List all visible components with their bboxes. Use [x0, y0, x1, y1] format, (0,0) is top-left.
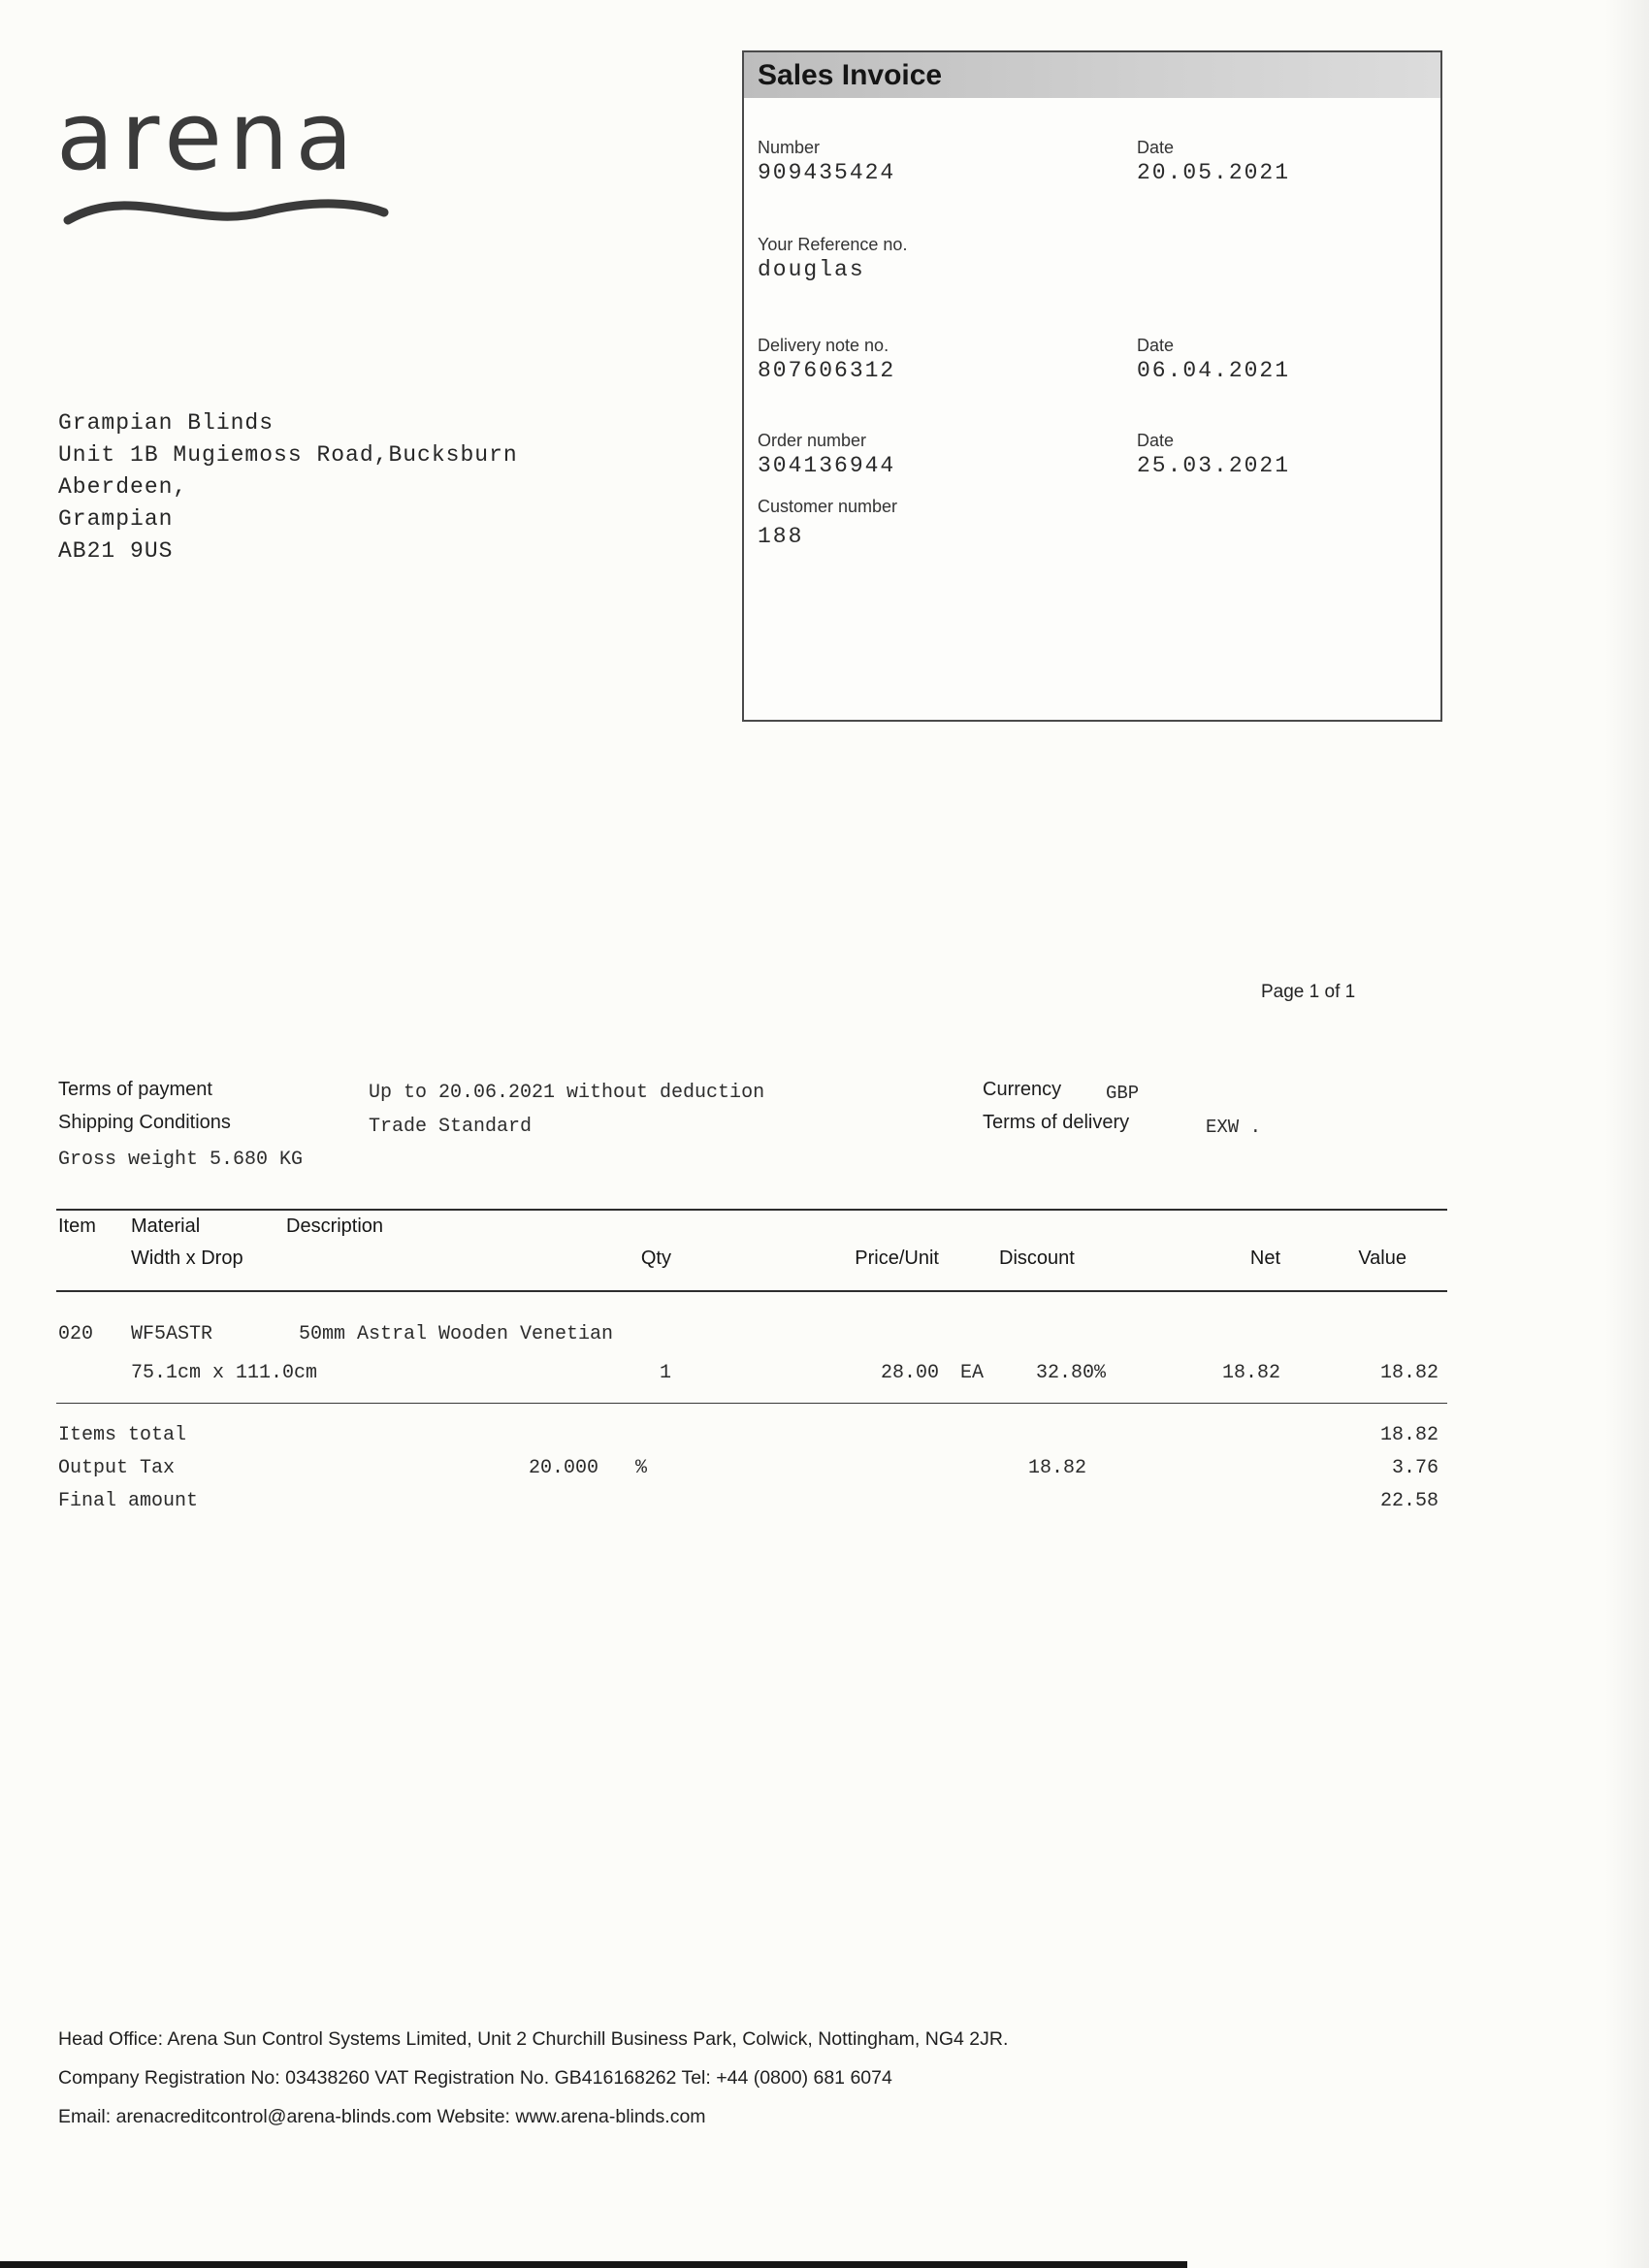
table-top-rule [56, 1209, 1447, 1211]
footer [58, 2020, 1008, 2136]
delivery-note-value: 807606312 [758, 358, 896, 383]
delivery-note-label: Delivery note no. [758, 336, 889, 355]
item-row-description: 50mm Astral Wooden Venetian [299, 1323, 614, 1345]
invoice-date-value: 20.05.2021 [1137, 160, 1291, 185]
footer-registration-line: Company Registration No: 03438260 VAT Registration No. GB416168262 Tel: +44 (0800) 681 6074 [58, 2067, 892, 2089]
item-row-material: WF5ASTR [131, 1323, 213, 1345]
table-header-rule [56, 1290, 1447, 1292]
invoice-title: Sales Invoice [744, 52, 1440, 98]
col-header-item: Item [58, 1215, 96, 1237]
table-bottom-rule [56, 1403, 1447, 1404]
recipient-line: Grampian Blinds [58, 410, 275, 436]
recipient-line: Unit 1B Mugiemoss Road,Bucksburn [58, 442, 518, 468]
final-amount-label: Final amount [58, 1490, 199, 1512]
col-header-material: Material [131, 1215, 201, 1237]
col-header-description: Description [286, 1215, 384, 1237]
item-row-width-drop: 75.1cm x 111.0cm [131, 1362, 318, 1384]
col-header-value: Value [1358, 1247, 1406, 1269]
delivery-date-value: 06.04.2021 [1137, 358, 1291, 383]
footer-head-office-line: Head Office: Arena Sun Control Systems Limited, Unit 2 Churchill Business Park, Colwick, Nottingham, NG4 2JR. [58, 2028, 1009, 2050]
col-header-qty: Qty [640, 1247, 671, 1269]
reference-label: Your Reference no. [758, 235, 908, 254]
recipient-line: Grampian [58, 506, 174, 532]
items-total-value: 18.82 [1379, 1424, 1439, 1446]
output-tax-percent-sign: % [635, 1457, 648, 1479]
recipient-address [58, 407, 518, 567]
item-row-number: 020 [58, 1323, 94, 1345]
invoice-number-value: 909435424 [758, 160, 896, 185]
items-total-label: Items total [58, 1424, 187, 1446]
currency-value: GBP [1106, 1083, 1140, 1104]
terms-of-delivery-label: Terms of delivery [983, 1112, 1130, 1133]
terms-of-delivery-value: EXW . [1206, 1117, 1262, 1138]
output-tax-rate: 20.000 [529, 1457, 599, 1479]
item-row-qty: 1 [659, 1362, 671, 1384]
page-indicator: Page 1 of 1 [1261, 982, 1356, 1002]
output-tax-label: Output Tax [58, 1457, 176, 1479]
item-row-value: 18.82 [1379, 1362, 1439, 1384]
shipping-conditions-label: Shipping Conditions [58, 1112, 231, 1133]
terms-of-payment-value: Up to 20.06.2021 without deduction [369, 1082, 765, 1104]
reference-value: douglas [758, 257, 865, 282]
arena-logo-text: arena [56, 81, 360, 191]
col-header-net: Net [1249, 1247, 1280, 1269]
order-number-label: Order number [758, 431, 867, 450]
recipient-line: AB21 9US [58, 538, 174, 564]
col-header-discount: Discount [999, 1247, 1075, 1269]
customer-number-label: Customer number [758, 497, 898, 516]
item-row-net: 18.82 [1221, 1362, 1280, 1384]
delivery-date-label: Date [1137, 336, 1175, 355]
invoice-number-label: Number [758, 138, 821, 157]
shipping-conditions-value: Trade Standard [369, 1116, 533, 1138]
item-row-unit: EA [960, 1362, 985, 1384]
order-date-label: Date [1137, 431, 1175, 450]
invoice-header-box [742, 50, 1442, 722]
customer-number-value: 188 [758, 524, 804, 549]
order-date-value: 25.03.2021 [1137, 453, 1291, 478]
final-amount-value: 22.58 [1379, 1490, 1439, 1512]
scanner-edge-artifact [0, 2261, 1187, 2268]
order-number-value: 304136944 [758, 453, 896, 478]
footer-contact-line: Email: arenacreditcontrol@arena-blinds.com Website: www.arena-blinds.com [58, 2106, 706, 2127]
col-header-price-unit: Price/Unit [855, 1247, 939, 1269]
invoice-date-label: Date [1137, 138, 1175, 157]
output-tax-base: 18.82 [1027, 1457, 1086, 1479]
terms-of-payment-label: Terms of payment [58, 1079, 212, 1100]
output-tax-value: 3.76 [1391, 1457, 1439, 1479]
item-row-price-unit: 28.00 [880, 1362, 939, 1384]
item-row-discount: 32.80% [1035, 1362, 1106, 1384]
recipient-line: Aberdeen, [58, 474, 188, 500]
currency-label: Currency [983, 1079, 1062, 1100]
col-header-width-drop: Width x Drop [131, 1247, 243, 1269]
arena-logo [56, 81, 394, 238]
gross-weight: Gross weight 5.680 KG [58, 1149, 304, 1171]
